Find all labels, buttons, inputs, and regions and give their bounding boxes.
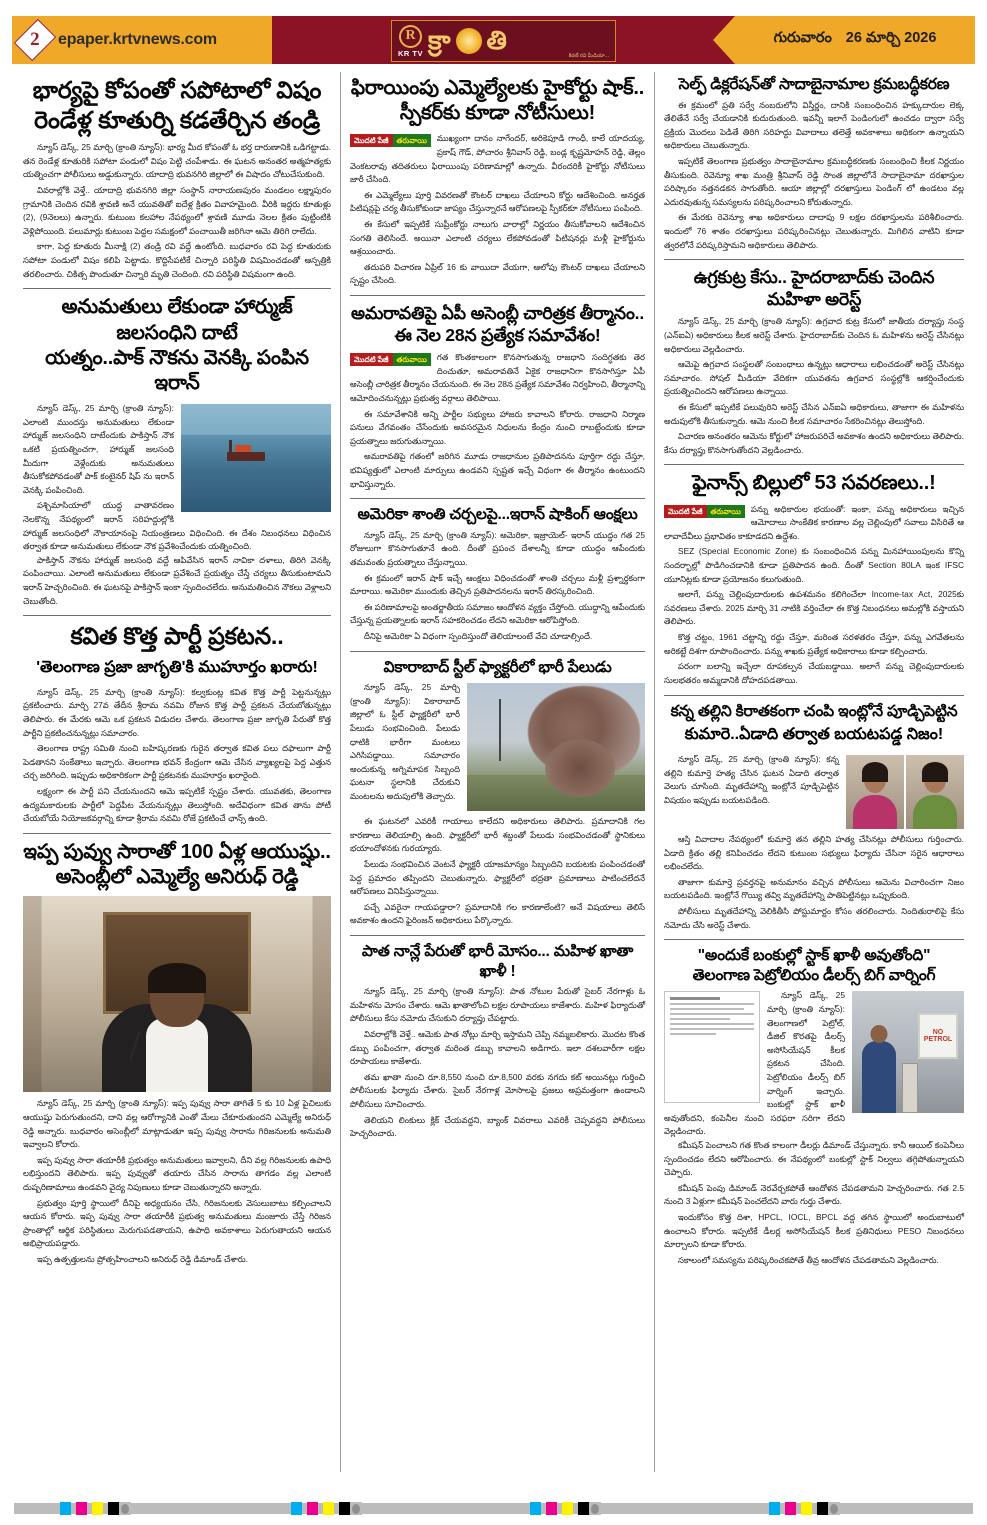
krtv-channel-label: KR TV [398,48,423,58]
accused-women-portraits [846,755,964,829]
newspaper-page [0,16,987,1525]
swatch-magenta [785,1502,796,1515]
swatch-yellow [562,1502,573,1515]
issue-day: గురువారం [773,30,832,46]
section-divider [23,288,331,289]
article-amaravati-ap-assembly [350,302,645,491]
swatch-black [817,1502,828,1515]
article-petroleum-dealers-warning [664,946,964,1267]
swatch-yellow [801,1502,812,1515]
doc-line [670,1008,744,1010]
paragraph: కాగా, పెద్ద కూతురు మీనాక్షి (2) తండ్రి రవి వద్దే ఉంటోంది. బుధవారం రవి పెద్ద కూతురుకు సపోటా పండులో విషం కలిపి పెట్టాడు. కొద్దిసేపటికే చిన్నారి పరిస్థితి విషమించడంతో ఆస్పత్రికి తరలించారు. చికిత్స పొందుతూ చిన్నారి మృతి చెందింది. రవి పరిస్థితి విషమంగా ఉంది. [23,241,331,279]
ship-at-sea-photo [181,404,331,512]
swatch-yellow [323,1502,334,1515]
headline-line-1: "అందుకే బంకుల్లో స్టాక్ ఖాళీ అవుతోంది" [697,947,931,965]
attendant-figure [862,1041,896,1113]
paragraph: పాకిస్తాన్ నౌకను హార్ముజ్ జలసంధి వద్దే ఆపివేసిన ఇరాన్ నావికా దళాలు, తిరిగి వెనక్కి పంపించాయి. ఎలాంటి అనుమతులు లేకుండా ప్రవేశించే ప్రయత్నం చేస్తే చర్యలు తీసుకుంటామని ఇరాన్ హెచ్చరించింది. ఈ ఘటనపై పాకిస్తాన్ ఇంకా స్పందించలేదు. అనుమతించిన నౌకలు వెళ్లాలని చెబుతోంది. [23,554,331,606]
paragraph: పశ్చిమాసియాలో యుద్ధ వాతావరణం నెలకొన్న నేపథ్యంలో ఇరాన్ సరిహద్దుల్లోకి హార్ముజ్ జలసంధిలో నౌకాయానంపై నియంత్రణలు విధించింది. ఈ దేశం నిబంధనలు విధించిన తర్వాత కూడా అనుమతులు లేకుండా నౌక ప్రవేశించేందుకు యత్నించింది. [23,500,331,552]
mla-hair [148,963,206,993]
paragraph: పచ్చే ఎవరైనా గాయపడ్డారా? ప్రమాదానికి గల కారణాలేంటి? అనే విషయాలు తెలిసే అవకాశం ఉందని ఫైరింజన్ అధికారులు పేర్కొన్నారు. [350,901,645,926]
paragraph: ఈ ఎమ్మెల్యేలు పూర్తి వివరణతో కౌంటర్ దాఖలు చేయాలని కోర్టు ఆదేశించింది. అనర్హత పిటిషన్లపై చర్య తీసుకోకుండా జాప్యం చేస్తున్నారనే ఆరోపణలపై స్పీకర్‌కూ నోటీసులు పంపింది. [350,189,645,214]
headline-line-1: ఇప్ప పువ్వు సారాతో 100 ఏళ్ల ఆయుష్షు.. [23,840,331,863]
headline [23,295,331,396]
paragraph: ఇప్ప ఉత్పత్తులను ప్రోత్సహించాలని అనిరుధ్ రెడ్డి డిమాండ్ చేశారు. [37,1253,248,1264]
paragraph: అమరావతిపై గతంలో జరిగిన మూడు రాజధానుల ప్రతిపాదనను పూర్తిగా రద్దు చేస్తూ, భవిష్యత్తులో ఎలాంటి మార్పులు ఉండవని స్పష్టత ఇచ్చే విధంగా ఈ తీర్మానం ఉంటుందని భావిస్తున్నారు. [350,451,645,489]
article-kavitha-new-party [23,622,331,826]
portrait-1 [846,755,904,829]
section-divider [664,259,964,260]
headline-line-2: యత్నం..పాక్ నౌకను వెనక్కి పంపిన ఇరాన్ [45,346,309,394]
section-divider [350,295,645,296]
r-monogram-icon: R [399,25,422,48]
column-1 [14,72,340,1472]
continued-badge-part-a: మొదటి పేజీ [350,134,393,147]
page-content [14,72,973,1472]
sun-icon [456,28,482,54]
paragraph: ముఖ్యంగా దానం నాగేందర్, అరికెపూడి గాంధీ, కాలే యాదయ్య, ప్రకాష్ గౌడ్, పోచారం శ్రీనివాస్ రెడ్డి, బండ్ల కృష్ణమోహన్ రెడ్డి, తెల్లం వెంకటరావు తదితరులు ఫిరాయింపు పరిణామాల్లో ఉన్నారు. వీరందరికీ హైకోర్టు నోటీసులు జారీ చేసింది. [350,133,645,185]
swatch-grey-dot [589,1502,601,1515]
factory-explosion-photo [467,683,645,811]
swatch-cyan [769,1502,780,1515]
paragraph: ఈ క్రమంలో ఇరాన్ షాక్ ఇచ్చే ఆంక్షలు విధించడంతో శాంతి చర్చలు మళ్లీ ప్రశ్నార్థకంగా మారాయి. అమెరికా ముందుకు తెచ్చిన ప్రతిపాదనలను ఇరాన్ తిరస్కరించింది. [350,572,645,597]
swatch-grey-dot [350,1502,362,1515]
article-self-declaration-sadabainama [664,75,964,252]
doc-line [670,1028,754,1030]
portrait-2-body [913,795,957,829]
paragraph: పన్ను అధికారుల భయంతో: ఇంకా, పన్ను అధికారులు ఇచ్చిన ఆమోదాలు సాంకేతిక కారణాల వల్ల చెల్లింపులో సవాలు విసిరితే ఆ లావాదేవీలు ప్రభావితం కాకూడదని ఉద్దేశం. [664,503,964,541]
headline [23,76,331,135]
continued-badge-part-b: తరువాయి [393,134,431,147]
swatch-black [578,1502,589,1515]
continued-badge-part-b: తరువాయి [393,353,431,366]
section-divider [664,464,964,465]
paragraph: పరంగా బలాన్ని ఇచ్చేలా రూపకల్పన చేయబడ్డాయి. అలాగే పన్ను చెల్లింపుదారులకు సులభతరం అమ్మడానికి దోహదపడతాయి. [664,661,964,685]
headline: వికారాబాద్ స్టీల్ ఫ్యాక్టరీలో భారీ పేలుడు [383,658,612,676]
paragraph: దీనిపై అమెరికా ఏ విధంగా స్పందిస్తుందో తెలియాలంటే వేచి చూడాల్సిందే. [364,631,593,642]
notice-document-photo [664,991,760,1103]
paragraph: తాజాగా కుమార్తె ప్రవర్తనపై అనుమానం వచ్చిన పోలీసులు ఆమెను విచారించగా నిజం బయటపడింది. ఇంట్లోనే గొయ్యి తవ్వి మృతదేహాన్ని పాతిపెట్టినట్లు ఒప్పుకుంది. [664,876,964,901]
paragraph: న్యూస్ డెస్క్, 25 మార్చి (క్రాంతి న్యూస్): తెలంగాణలో పెట్రోల్, డీజిల్ కొరతపై డీలర్స్ అసోసియేషన్ కీలక ప్రకటన చేసింది. పెట్రోలియం డీలర్స్ బిగ్ వార్నింగ్ ఇచ్చారు. బంకుల్లో స్టాక్ ఖాళీ అవుతోందని, కంపెనీల నుంచి సరఫరా సరిగా లేదని వెల్లడించారు. [664,990,845,1137]
headline-line-1: అనుమతులు లేకుండా హార్ముజ్ జలసంధిని దాటే [61,296,293,344]
swatch-magenta [546,1502,557,1515]
swatch-black [108,1502,119,1515]
paragraph: ఈ కేసులో ఇప్పటికే పలువురిని అరెస్ట్ చేసిన ఎన్ఐఏ అధికారులు, తాజాగా ఈ మహిళను అదుపులోకి తీసుకున్నారు. ఆమె నుంచి కీలక సమాచారం సేకరించినట్లు తెలుస్తోంది. [664,401,964,426]
epaper-url[interactable]: epaper.krtvnews.com [58,31,217,48]
continued-badge-part-a: మొదటి పేజీ [350,353,393,366]
mla-kurta [146,1018,208,1092]
headline [664,702,964,722]
logo-tagline: కిరణ్ రవి మీడియా... [568,53,609,59]
paragraph: ఈ పరిణామాలపై అంతర్జాతీయ సమాజం ఆందోళన వ్యక్తం చేస్తోంది. యుద్ధాన్ని ఆపేందుకు చేస్తున్న ప్రయత్నాలకు ఇరాన్ సహకరించడం లేదని అమెరికా ఆరోపిస్తోంది. [350,601,645,626]
headline-line-2: తెలంగాణ పెట్రోలియం డీలర్స్ బిగ్ వార్నింగ్ [692,966,936,984]
column-3 [655,72,973,1472]
headline-subdeck: కుమారె..ఏడాది తర్వాత బయటపడ్డ నిజం! [684,726,944,744]
paragraph: ఆస్తి వివాదాల నేపథ్యంలో కుమార్తె తన తల్లిని హత్య చేసినట్లు పోలీసులు గుర్తించారు. ఏడాది క్రితం తల్లి కనిపించడం లేదని కుటుంబ సభ్యులు ఫిర్యాదు చేసినా సరైన ఆధారాలు లభించలేదు. [664,834,964,872]
headline-line-2: స్పీకర్‌కు కూడా నోటీసులు! [399,102,596,125]
headline-line-2: మహిళా అరెస్ట్ [766,289,862,310]
section-divider [23,833,331,834]
swatch-grey-dot [828,1502,840,1515]
paragraph: న్యూస్ డెస్క్, 25 మార్చి (క్రాంతి న్యూస్): భార్య మీద కోపంతో ఓ భర్త దారుణానికి ఒడిగట్టాడు. తన రెండేళ్ల కూతురికి సపోటా పండులో విషం పెట్టి చంపేశాడు. ఈ ఘటన అనంతర అత్మహత్యకు యత్నించగా పోలీసులు అడ్డుకున్నారు. యాదాద్రి భువనగిరి జిల్లాలో ఈ విషాదం చోటుచేసుకుంది. [23,142,331,180]
swatch-black [339,1502,350,1515]
headline-line-1: కన్న తల్లిని కిరాతకంగా చంపి ఇంట్లోనే పూడ్చిపెట్టిన [670,702,958,720]
paragraph: పోలీసులు మృతదేహాన్ని వెలికితీసి పోస్టుమార్టం కోసం తరలించారు. నిందితురాలిపై కేసు నమోదు చేసి అరెస్ట్ చేశారు. [664,906,964,930]
paragraph: న్యూస్ డెస్క్, 25 మార్చి (క్రాంతి న్యూస్): అమెరికా, ఇజ్రాయెల్- ఇరాన్ యుద్ధం గత 25 రోజులుగా కొనసాగుతూనే ఉంది. దీంతో ప్రపంచ దేశాలన్నీ కూడా యుద్ధం ఆపేందుకు తమవంతు ప్రయత్నాలు చేస్తున్నాయి. [350,529,645,567]
continued-badge-part-a: మొదటి పేజీ [664,505,707,518]
headline [664,266,964,310]
section-divider [23,615,331,616]
no-petrol-sign: NO PETROL [918,1013,958,1059]
swatch-grey-dot [119,1502,131,1515]
article-hormuz-strait [23,295,331,608]
section-divider [664,695,964,696]
ship-icon [227,452,265,461]
article-daughter-kills-mother [664,702,964,933]
paragraph: సకాలంలో సమస్యను పరిష్కరించకపోతే తీవ్ర ఆందోళన చేపడతామని వెల్లడించారు. [678,1254,939,1265]
headline-subdeck: 'తెలంగాణ ప్రజా జాగృతి'కి ముహూర్తం ఖరారు! [36,658,318,676]
petrol-bunk-photo [852,991,964,1113]
paragraph: ఇప్ప పువ్వు సారా తయారీకి ప్రభుత్వం అనుమతులు ఇవ్వాలని, దీని వల్ల గిరిజనులకు ఉపాధి లభిస్తుందని తెలిపారు. ఇప్ప పువ్వుతో తయారు చేసిన సారాను తాగడం వల్ల ఎలాంటి దుష్పరిణామాలు ఉండవని వైద్య నిపుణులు కూడా చెబుతున్నారని అన్నారు. [23,1154,331,1192]
page-number: 2 [30,29,40,50]
headline-line-1: ఉగ్రకుట్ర కేసు.. హైదరాబాద్‌కు చెందిన [693,267,935,288]
headline [664,946,964,985]
masthead [12,16,975,64]
print-registration-colorbar [14,1502,973,1515]
swatch-magenta [76,1502,87,1515]
swatch-yellow [92,1502,103,1515]
headline-line-2: రెండేళ్ల కూతుర్ని కడతేర్చిన తండ్రి [34,106,320,133]
paragraph: ఇప్పటికే తెలంగాణ ప్రభుత్వం సాదాబైనామాల క్రమబద్ధీకరణకు సంబంధించి కీలక నిర్ణయం తీసుకుంది. రెవెన్యూ శాఖ మంత్రి శ్రీనివాస్ రెడ్డి సొంత జిల్లాలోనే సాదాబైనామా దరఖాస్తుల పరిష్కారం నత్తనడకన సాగుతోంది. ఆయా జిల్లాల్లో దరఖాస్తులు పెండింగ్ లో ఉండటం వల్ల ఎదురవుతున్న సమస్యలను పరిష్కరించాలని కోరుతున్నారు. [664,155,964,207]
paragraph: ఈ సమావేశానికి అన్ని పార్టీల సభ్యులు హాజరు కావాలని కోరారు. రాజధాని నిర్మాణ పనులు వేగవంతం చేసేందుకు అవసరమైన నిధులను కేంద్రం నుంచి రాబట్టేందుకు కూడా ప్రయత్నాలు జరుగుతున్నాయి. [350,408,645,446]
continued-from-page-1-badge [350,134,431,147]
column-2 [340,72,655,1472]
paragraph: తెలంగాణ రాష్ట్ర సమితి నుంచి బహిష్కరణకు గురైన తర్వాత కవిత పలు దఫాలుగా పార్టీ పెడతానని సంకేతాలు ఇచ్చారు. తెలంగాణ భవన్ కేంద్రంగా ఆమె చేసిన వ్యాఖ్యలపై పెద్ద ఎత్తున చర్చ జరిగింది. ఇప్పుడు అధికారికంగా పార్టీ ప్రకటనకు ముహూర్తం ఖరారైంది. [23,743,331,781]
fuel-pump-icon [902,1063,918,1113]
colorbar-grey [840,1503,973,1514]
headline: పాత నాన్లే పేరుతో భారీ మోసం... మహిళ ఖాతా ఖాళీ ! [361,943,634,980]
paragraph: కొత్త చట్టం, 1961 చట్టాన్ని రద్దు చేస్తూ, మరింత సరళతరం చేస్తూ, పన్ను ఎగవేతలను అరికట్టే దిశగా రూపొందించారు. పన్ను శాఖకు ప్రత్యేక అధికారాలు కూడా కల్పించారు. [664,632,964,656]
masthead-center [272,16,735,64]
swatch-cyan [530,1502,541,1515]
article-old-notes-fraud [350,942,645,1141]
doc-line [670,1013,754,1015]
masthead-right [735,16,975,64]
paragraph: న్యూస్ డెస్క్, 25 మార్చి (క్రాంతి న్యూస్): ఉగ్రవాద కుట్ర కేసులో జాతీయ దర్యాప్తు సంస్థ (ఎన్ఐఏ) అధికారులు కీలక అరెస్ట్ చేశారు. హైదరాబాద్‌కు చెందిన ఓ మహిళను అరెస్ట్ చేసినట్లు అధికారులు వెల్లడించారు. [664,316,964,354]
krtv-mark [398,25,423,58]
paragraph: ఈ ఘటనలో ఎవరికీ గాయాలు కాలేదని అధికారులు తెలిపారు. ప్రమాదానికి గల కారణాలు తెలియాల్సి ఉంది. ఫ్యాక్టరీలో భారీ శబ్దంతో పేలుడు సంభవించడంతో స్థానికులు భయాందోళనకు గురయ్యారు. [350,816,645,854]
article-iran-sanctions [350,505,645,643]
headline: అమెరికా శాంతి చర్చలపై...ఇరాన్ షాకింగ్ ఆంక్షలు [357,506,638,524]
article-ippa-flower-liquor [23,840,331,1267]
paragraph: న్యూస్ డెస్క్, 25 మార్చి (క్రాంతి న్యూస్): ఎలాంటి ముందస్తు అనుమతులు లేకుండా హార్ముజ్ జలసంధిని దాటేందుకు పాకిస్తాన్ నౌక ఒకటి ప్రయత్నించగా, హార్ముజ్ జలసంధి మీదుగా వెళ్లేందుకు అనుమతులు తీసుకోకపోవడంతో పాక్ కంటైనర్ షిప్ ను ఇరాన్ వెనక్కి పంపించింది. [23,403,174,495]
headline: సెల్ఫ్ డిక్లరేషన్‌తో సాదాబైనామాల క్రమబద్ధీకరణ [678,76,950,93]
paragraph: తమ ఖాతా నుంచి రూ.8,550 నుంచి రూ.8,500 వరకు నగదు కట్ అయినట్లు గుర్తించి పోలీసులకు ఫిర్యాదు చేశారు. సైబర్ నేరగాళ్ల మోసాలపై ప్రజలు అప్రమత్తంగా ఉండాలని పోలీసులు సూచించారు. [350,1071,645,1109]
paragraph: న్యూస్ డెస్క్, 25 మార్చి (క్రాంతి న్యూస్): పాత నోటుల పేరుతో సైబర్ నేరగాళ్లు ఓ మహిళను మోసం చేశారు. ఆమె ఖాతాలోంచి లక్షల రూపాయలు కాజేశారు. మహిళ ఫిర్యాదుతో పోలీసులు కేసు నమోదు చేసుకుని దర్యాప్తు చేపట్టారు. [350,986,645,1024]
paragraph: పేలుడు సంభవించిన వెంటనే ఫ్యాక్టరీ యాజమాన్యం సిబ్బందిని బయటకు పంపించడంతో పెద్ద ప్రమాదం తప్పిందని చెబుతున్నారు. ఫ్యాక్టరీలో భద్రతా ప్రమాణాలు పాటించలేదనే ఆరోపణలు వినిపిస్తున్నాయి. [350,859,645,897]
section-divider [664,939,964,940]
masthead-left [12,16,272,64]
paragraph: SEZ (Special Economic Zone) కు సంబంధించిన పన్ను మినహాయింపులను కొన్ని సందర్భాల్లో పొడిగించడానికి కూడా ప్రతిపాదన ఉంది. దీంతో Section 80LA ఇంక IFSC యూనిట్లకు కూడా ప్రయోజనం కలుగుతుంది. [664,546,964,584]
mla-in-assembly-photo [23,896,331,1092]
doc-line [670,997,720,1000]
page-number-badge [14,19,56,61]
colorbar-grey [14,1503,60,1514]
headline-line-2: ఈ నెల 28న ప్రత్యేక సమావేశం! [394,325,601,346]
article-defection-mlas-highcourt [350,76,645,288]
section-divider [350,498,645,499]
paragraph: ప్రభుత్వం పూర్తి స్థాయిలో దీనిపై అధ్యయనం చేసి, గిరిజనులకు వెసులుబాటు కల్పించాలని ఆయన కోరారు. ఇప్ప పువ్వు సారా తయారీకి ప్రభుత్వ అనుమతులు మంజూరు చేస్తే గిరిజన ప్రాంతాల్లో ఆర్థిక పరిస్థితులు మెరుగుపడతాయని, ఉపాధి అవకాశాలు పెరుగుతాయని ఆయన అభిప్రాయపడ్డారు. [23,1197,331,1249]
headline-line-2: అసెంబ్లీలో ఎమ్మెల్యే అనిరుధ్ రెడ్డి [55,866,299,889]
paragraph: ఇందుకోసం కొత్త దిశా, HPCL, IOCL, BPCL వద్ద తగిన స్థాయిలో అందుబాటులో ఉంచాలని కోరారు. ఇప్పటికే డీలర్ల అసోసియేషన్ కీలక ప్రతినిధులు PESO నిబంధనలు మార్చాలని కూడా కోరారు. [664,1212,964,1250]
article-vikarabad-steel-blast [350,658,645,928]
portrait-2-hair [922,762,948,782]
doc-line [670,1003,754,1005]
paragraph: న్యూస్ డెస్క్, 25 మార్చి (క్రాంతి న్యూస్): కల్వకుంట్ల కవిత కొత్త పార్టీ పెట్టనున్నట్లు ప్రకటించారు. మార్చి 27వ తేదీన శ్రీరామ నవమి రోజున కొత్త పార్టీ ప్రకటన చేయబోతున్నట్లు తెలిపారు. ఈ మేరకు ఆమె ఒక ప్రకటన విడుదల చేశారు. తెలంగాణ ప్రజా జాగృతి పేరుతో కొత్త పార్టీని ప్రకటించనున్నట్లు సమాచారం. [23,686,331,738]
article-finance-bill-amendments [664,471,964,687]
paragraph: ఈ కేసులో ఇప్పటికే సుప్రీంకోర్టు నాలుగు వారాల్లో నిర్ణయం తీసుకోవాలని ఆదేశించిన సంగతి తెలిసిందే. అయినా ఎలాంటి చర్యలు లేకపోవడంతో పిటిషనర్లు మళ్లీ హైకోర్టును ఆశ్రయించారు. [350,219,645,257]
portrait-1-body [853,795,897,829]
headline-line-1: భార్యపై కోపంతో సపోటాలో విషం [32,77,322,103]
doc-line [670,1023,754,1025]
swatch-cyan [60,1502,71,1515]
paragraph: ఆమెపై ఉగ్రవాద సంస్థలతో సంబంధాలు ఉన్నట్లు ఆధారాలు లభించడంతో అరెస్ట్ చేసినట్లు సమాచారం. సోషల్ మీడియా వేదికగా యువతను ఉగ్రవాద సంస్థల్లోకి ఆకర్షించేందుకు ప్రయత్నించిందని ఆరోపణలు ఉన్నాయి. [664,359,964,397]
paragraph: వివరాల్లోకి వెళ్తే.. యాదాద్రి భువనగిరి జిల్లా సంస్థాన్ నారాయణపురం మండలం లక్ష్మాపురం గ్రామానికి చెందిన రవికి శ్రావణి అనే యువతితో ఐదేళ్ల క్రితం వివాహమైంది. వీరికి ఇద్దరు కూతుళ్లు (2), (9నెలలు) ఉన్నారు. కుటుంబ కలహాల నేపథ్యంలో శ్రావణి మూడు నెలల క్రితం పుట్టింటికి వెళ్లిపోయింది. పలుమార్లు కుటుంబ పెద్దల సమక్షంలో పంచాయితీ జరిగినా ఆమె తిరిగి రాలేదు. [23,185,331,236]
colorbar-grey [131,1503,291,1514]
headline [23,840,331,890]
headline-line-1: అమరావతిపై ఏపీ అసెంబ్లీ చారిత్రక తీర్మానం.. [351,303,644,324]
issue-date: 26 మార్చి 2026 [845,30,937,46]
section-divider [350,935,645,936]
paragraph: ఈ మేరకు రెవెన్యూ శాఖ అధికారులు దాదాపు 9 లక్షల దరఖాస్తులను పరిశీలించారు. ఇందులో 76 శాతం దరఖాస్తులు పరిష్కరించినట్లు చెబుతున్నారు. మిగిలిన వాటిని కూడా త్వరలోనే పరిష్కరిస్తామని అధికారులు తెలిపారు. [664,212,964,250]
headline [350,302,645,346]
swatch-magenta [307,1502,318,1515]
headline-line-1: ఫిరాయింపు ఎమ్మెల్యేలకు హైకోర్టు షాక్.. [350,77,645,99]
article-terror-plot-arrest [664,266,964,457]
paragraph: తెలియని లింకులు క్లిక్ చేయవద్దని, బ్యాంక్ వివరాలు ఎవరికీ చెప్పవద్దని పోలీసులు హెచ్చరించారు. [350,1114,645,1139]
portrait-1-hair [862,762,888,782]
paragraph: కమీషన్ పెంపు డిమాండ్ నెరవేర్చకపోతే ఆందోళన చేపడతామని హెచ్చరించారు. గత 2.5 నుంచి 3 ఏళ్లుగా కమీషన్ పెంచలేదని వారు గుర్తు చేశారు. [664,1182,964,1207]
paragraph: వివరాల్లోకి వెళ్తే.. ఆమెకు పాత నోట్లు మార్చి ఇస్తామని చెప్పి నమ్మబలికారు. మొదట కొంత డబ్బు పంపించగా, తర్వాత మరింత డబ్బు కావాలని అడిగారు. ఇలా దశలవారీగా లక్షల రూపాయలు కాజేశారు. [350,1028,645,1067]
paragraph: న్యూస్ డెస్క్, 25 మార్చి (క్రాంతి న్యూస్): వికారాబాద్ జిల్లాలో ఓ స్టీల్ ఫ్యాక్టరీలో భారీ పేలుడు సంభవించింది. పేలుడు ధాటికి భారీగా మంటలు ఎగిసిపడ్డాయి. సమాచారం అందుకున్న అగ్నిమాపక సిబ్బంది ఘటనా స్థలానికి చేరుకుని మంటలను అదుపులోకి తెచ్చారు. [350,682,460,802]
paragraph: విచారణ అనంతరం ఆమెను కోర్టులో హాజరుపరిచే అవకాశం ఉందని అధికారులు తెలిపారు. కేసు దర్యాప్తు కొనసాగుతోందని వెల్లడించారు. [664,431,964,455]
colorbar-grey [601,1503,769,1514]
paragraph: గత కొంతకాలంగా కొనసాగుతున్న రాజధాని సందిగ్ధతకు తెర దించుతూ, అమరావతినే ఏకైక రాజధానిగా కొనసాగిస్తూ ఏపీ అసెంబ్లీ చారిత్రక తీర్మానం చేయనుంది. ఈ నెల 28న ప్రత్యేక సమావేశం నిర్వహించి, తీర్మానాన్ని ఆమోదించనున్నట్లు ప్రభుత్వ వర్గాలు తెలిపాయి. [350,352,645,403]
paragraph: తదుపరి విచారణ ఏప్రిల్ 16 కు వాయిదా వేయగా, ఆలోపు కౌంటర్ దాఖలు చేయాలని స్పష్టం చేసింది. [350,261,645,286]
headline [350,76,645,126]
paragraph: లక్ష్యంగా ఈ పార్టీ పని చేయనుందని ఆమె ఇప్పటికే స్పష్టం చేశారు. యువతకు, తెలంగాణ ఉద్యమకారులకు పార్టీలో పెద్దపీట వేయనున్నట్లు తెలుస్తోంది. అదేవిధంగా కవిత తాను పోటీ చేయబోయే నియోజకవర్గాన్ని కూడా శ్రీరామ నవమి రోజే ప్రకటించే ఛాన్స్ ఉంది. [23,786,331,824]
headline: కవిత కొత్త పార్టీ ప్రకటన.. [70,623,284,650]
logo-word-right: తి [486,26,507,55]
portrait-2 [906,755,964,829]
paragraph: కమీషన్ పెంచాలని గత కొంత కాలంగా డీలర్లు డిమాండ్ చేస్తున్నారు. కానీ ఆయిల్ కంపెనీలు స్పందించడం లేదని ఆరోపించారు. ఈ నేపథ్యంలో బంకుల్లో స్టాక్ నిల్వలు తగ్గిపోతున్నాయని చెప్పారు. [664,1140,964,1178]
colorbar-grey [362,1503,530,1514]
publication-logo[interactable] [391,20,616,62]
paragraph: న్యూస్ డెస్క్, 25 మార్చి (క్రాంతి న్యూస్): కన్న తల్లిని కుమార్తె హత్య చేసిన ఘటన ఏడాది తర్వాత వెలుగు చూసింది. మృతదేహాన్ని ఇంట్లోనే పూడ్చిపెట్టిన విషయం ఇప్పుడు బయటపడింది. [664,754,839,805]
logo-word-left: క్రా [428,26,451,55]
doc-line [670,1033,716,1035]
article-poison-sapota [23,76,331,281]
doc-line [670,1018,730,1020]
paragraph: న్యూస్ డెస్క్, 25 మార్చి (క్రాంతి న్యూస్): ఇప్ప పువ్వు సారా తాగితే 5 కు 10 ఏళ్ల పైచిలుకు ఆయుష్షు పెరుగుతుందని, దాని వల్ల ఆరోగ్యానికి ఎంతో మేలు చేకూరుతుందని ఎమ్మెల్యే అనిరుధ్ రెడ్డి అన్నారు. బుధవారం అసెంబ్లీలో మాట్లాడుతూ ఇప్ప పువ్వు సారాను గిరిజనులకు అనుమతి ఇవ్వాలని కోరారు. [23,1098,331,1150]
section-divider [350,651,645,652]
continued-badge-part-b: తరువాయి [707,505,745,518]
continued-from-page-1-badge [664,505,745,518]
swatch-cyan [291,1502,302,1515]
continued-from-page-1-badge [350,353,431,366]
headline: ఫైనాన్స్ బిల్లులో 53 సవరణలు..! [692,472,936,495]
pole-icon [499,699,501,761]
paragraph: ఈ క్రమంలో ప్రతి సర్వే నంబరులోని విస్తీర్ణం, దానికి సంబంధించిన హక్కుదారుల లెక్క తేలితేనే సర్వే చేయడానికి కుదురుతుంది. ఇవన్నీ ఇలాగే పెండింగులో ఉంచడం ద్వారా సర్వే ప్రక్రియ మొదలు పెడితే తిరిగి సరిహద్దు వివాదాలు తలెత్తే అవకాశాలు అధికంగా ఉన్నాయని అధికారులు చెబుతున్నారు. [664,99,964,151]
paragraph: అలాగే, పన్ను చెల్లింపుదారులకు ఉపశమనం కలిగించేలా Income-tax Act, 2025కు సవరణలు చేశారు. 2025 మార్చి 31 నాటికి వర్తించేలా ఈ కొత్త నిబంధనలు అమల్లోకి వస్తాయని తెలిపారు. [664,589,964,627]
